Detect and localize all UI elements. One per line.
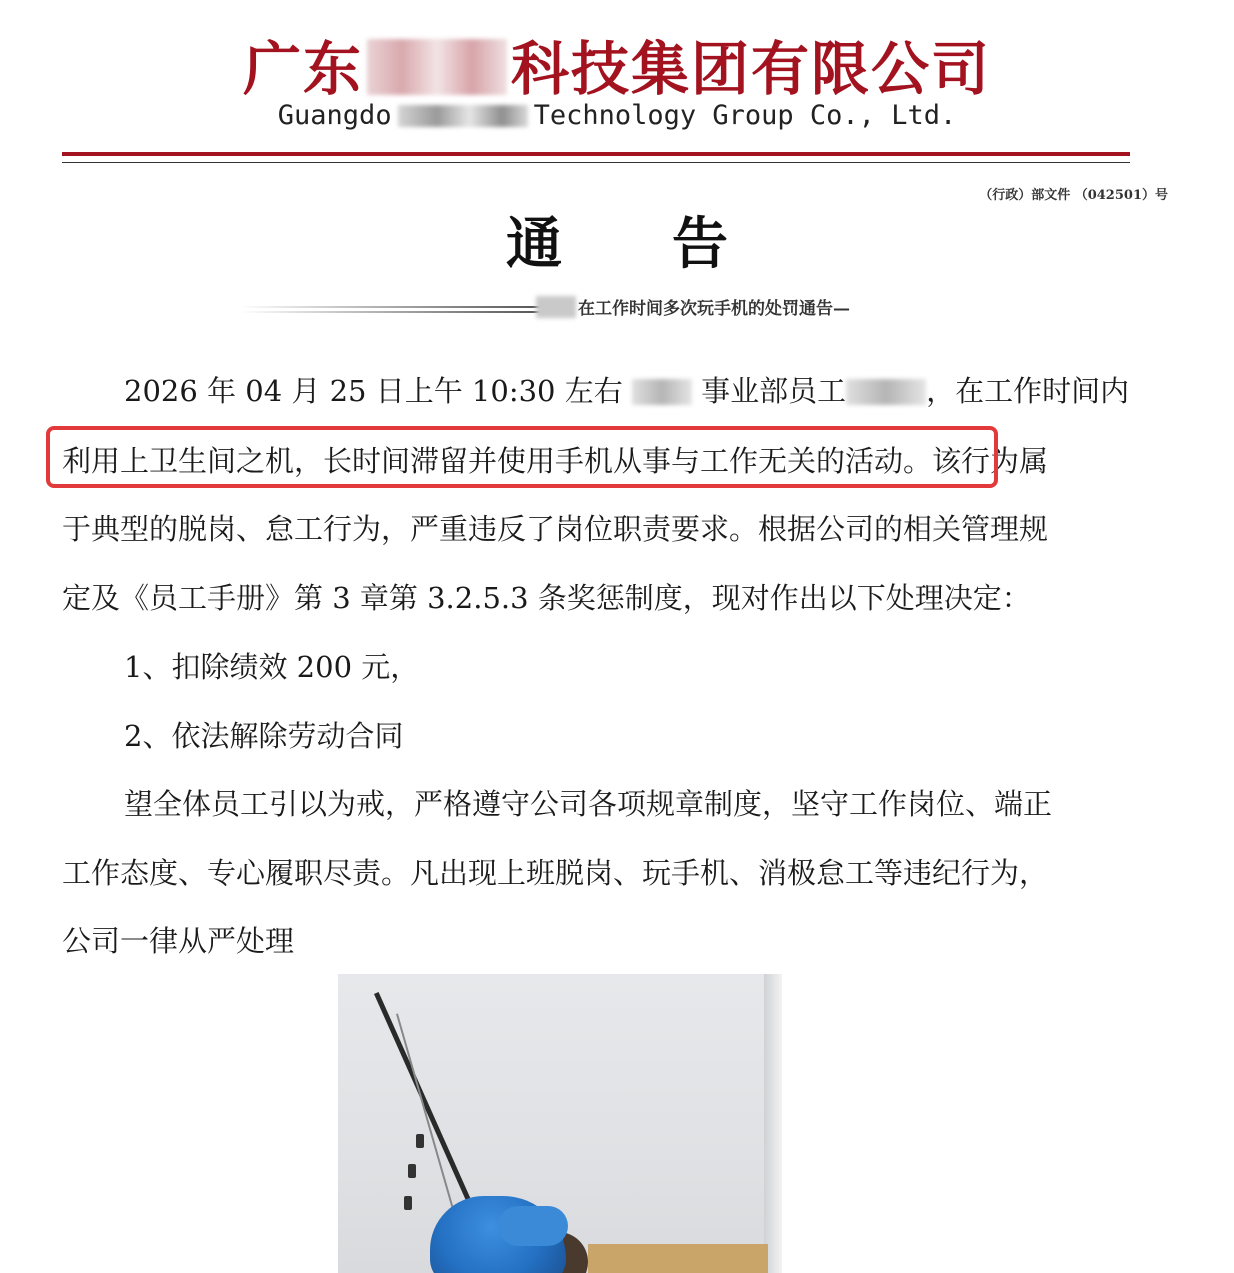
subtitle-rule-top <box>240 306 540 308</box>
highlighted-sentence: 利用上卫生间之机，长时间滞留并使用手机从事与工作无关的活动。 <box>62 444 933 478</box>
p1-line1-text-b: 事业部员工 <box>701 374 847 408</box>
p1-line2-rest: 该行为属 <box>932 444 1049 478</box>
subtitle-text: 在工作时间多次玩手机的处罚通告— <box>578 299 850 319</box>
p1-line1-text-c: ，在工作时间内 <box>926 374 1130 408</box>
redacted-employee <box>846 379 926 405</box>
redacted-department <box>632 379 692 405</box>
photo-floor <box>588 1244 768 1273</box>
photo-door-hinge <box>404 1196 412 1210</box>
photo-wall <box>764 974 782 1273</box>
photo-door-hinge <box>408 1164 416 1178</box>
company-name-en <box>0 100 1234 131</box>
company-name-en-suffix: Technology Group Co., Ltd. <box>533 100 957 131</box>
paragraph-1-line-1 <box>124 374 1204 408</box>
redacted-company-name-cn <box>367 39 507 95</box>
notice-title: 通告 <box>506 211 838 277</box>
letterhead-black-rule <box>62 162 1130 163</box>
document-number: （行政）部文件 （042501）号 <box>979 188 1168 203</box>
redacted-company-name-en <box>398 105 528 127</box>
highlight-box <box>46 426 998 488</box>
evidence-photo <box>338 974 782 1273</box>
letterhead-red-rule <box>62 152 1130 156</box>
company-name-cn-suffix: 科技集团有限公司 <box>511 35 992 103</box>
photo-door-hinge <box>416 1134 424 1148</box>
redacted-employee-name <box>536 296 576 318</box>
paragraph-1-line-3: 于典型的脱岗、怠工行为，严重违反了岗位职责要求。根据公司的相关管理规 <box>62 512 1049 546</box>
p1-line1-text-a: 2026 年 04 月 25 日上午 10:30 左右 <box>124 374 623 408</box>
paragraph-2-line-3: 公司一律从严处理 <box>62 924 295 958</box>
company-name-cn-prefix: 广东 <box>242 35 363 103</box>
decision-item-2: 2、依法解除劳动合同 <box>124 719 404 753</box>
paragraph-1-line-4: 定及《员工手册》第 3 章第 3.2.5.3 条奖惩制度，现对作出以下处理决定： <box>62 581 1031 615</box>
company-name-cn <box>0 22 1234 106</box>
paragraph-2-line-1: 望全体员工引以为戒，严格遵守公司各项规章制度，坚守工作岗位、端正 <box>124 787 1053 821</box>
paragraph-2-line-2: 工作态度、专心履职尽责。凡出现上班脱岗、玩手机、消极怠工等违纪行为， <box>62 856 1049 890</box>
photo-cap-brim <box>498 1206 568 1246</box>
notice-subtitle <box>240 292 940 322</box>
decision-item-1: 1、扣除绩效 200 元， <box>124 650 420 684</box>
subtitle-rule-bottom <box>240 311 540 313</box>
company-name-en-prefix: Guangdo <box>277 100 392 131</box>
